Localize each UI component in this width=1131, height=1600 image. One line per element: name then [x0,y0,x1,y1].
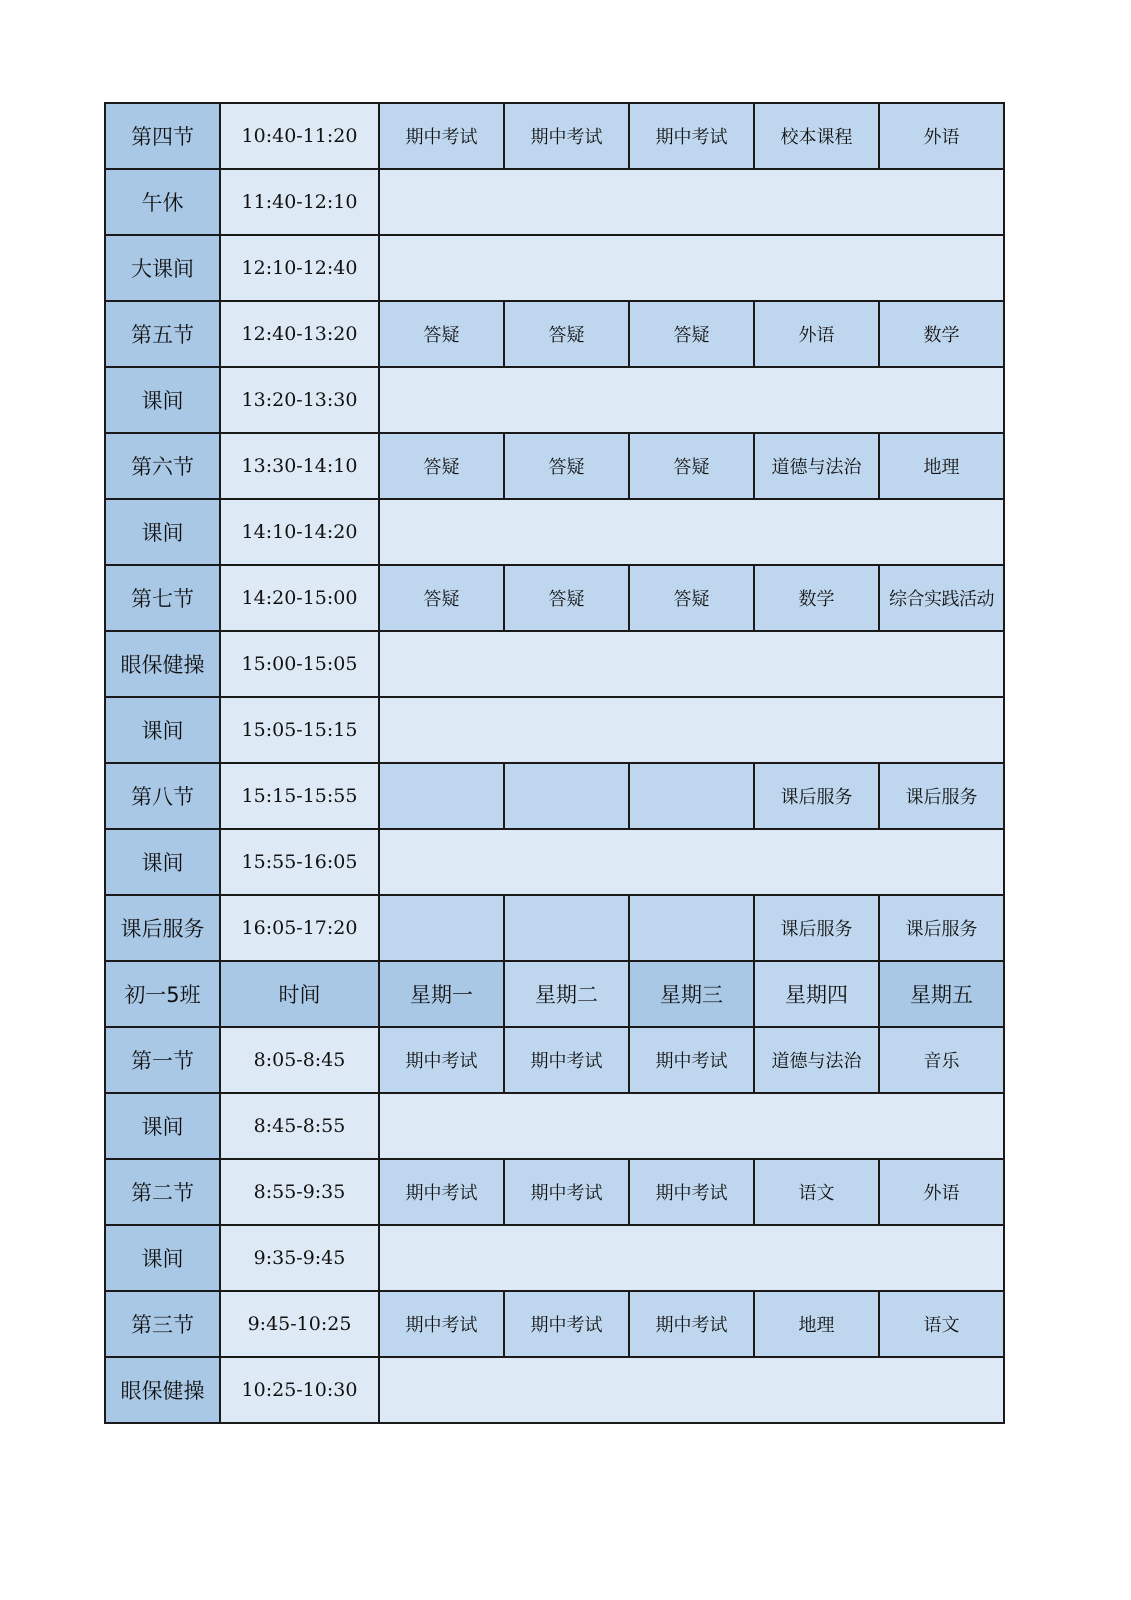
period-label-cell: 第七节 [105,565,220,631]
break-row [105,367,1004,433]
subject-cell: 答疑 [504,565,629,631]
subject-cell: 期中考试 [629,1027,754,1093]
subject-cell [379,895,504,961]
time-range-cell: 15:15-15:55 [220,763,379,829]
period-label-cell: 课间 [105,1225,220,1291]
subject-cell: 期中考试 [504,103,629,169]
period-row [105,895,1004,961]
period-label-cell: 眼保健操 [105,1357,220,1423]
period-label-cell: 第八节 [105,763,220,829]
period-label-cell: 课间 [105,697,220,763]
subject-cell: 答疑 [379,565,504,631]
period-row [105,763,1004,829]
subject-cell: 期中考试 [629,1159,754,1225]
subject-cell: 地理 [754,1291,879,1357]
weekday-header-cell: 星期二 [504,961,629,1027]
subject-cell [629,763,754,829]
break-span-cell [379,499,1004,565]
subject-cell: 期中考试 [379,1027,504,1093]
schedule-body [105,103,1004,1423]
break-span-cell [379,829,1004,895]
subject-cell: 校本课程 [754,103,879,169]
time-range-cell: 15:55-16:05 [220,829,379,895]
time-range-cell: 15:05-15:15 [220,697,379,763]
period-row [105,565,1004,631]
subject-cell: 答疑 [504,301,629,367]
subject-cell: 道德与法治 [754,433,879,499]
break-span-cell [379,169,1004,235]
subject-cell: 期中考试 [504,1159,629,1225]
period-row [105,301,1004,367]
subject-cell: 答疑 [379,301,504,367]
subject-cell: 外语 [879,1159,1004,1225]
subject-cell: 期中考试 [504,1027,629,1093]
period-label-cell: 眼保健操 [105,631,220,697]
weekday-header-cell: 星期五 [879,961,1004,1027]
break-row [105,235,1004,301]
time-range-cell: 12:10-12:40 [220,235,379,301]
subject-cell: 期中考试 [379,1159,504,1225]
subject-cell: 期中考试 [504,1291,629,1357]
break-row [105,829,1004,895]
time-range-cell: 15:00-15:05 [220,631,379,697]
subject-cell: 音乐 [879,1027,1004,1093]
period-label-cell: 第二节 [105,1159,220,1225]
subject-cell: 答疑 [629,433,754,499]
time-range-cell: 14:20-15:00 [220,565,379,631]
time-range-cell: 13:30-14:10 [220,433,379,499]
time-range-cell: 8:05-8:45 [220,1027,379,1093]
period-label-cell: 第一节 [105,1027,220,1093]
weekday-header-cell: 星期四 [754,961,879,1027]
weekday-header-cell: 星期一 [379,961,504,1027]
period-label-cell: 大课间 [105,235,220,301]
subject-cell: 课后服务 [879,763,1004,829]
period-label-cell: 第三节 [105,1291,220,1357]
period-label-cell: 课间 [105,499,220,565]
subject-cell: 答疑 [504,433,629,499]
period-label-cell: 第四节 [105,103,220,169]
time-range-cell: 16:05-17:20 [220,895,379,961]
class-name-cell: 初一5班 [105,961,220,1027]
period-label-cell: 课间 [105,367,220,433]
time-range-cell: 8:55-9:35 [220,1159,379,1225]
break-row [105,499,1004,565]
subject-cell: 期中考试 [629,103,754,169]
break-span-cell [379,367,1004,433]
break-span-cell [379,1225,1004,1291]
time-range-cell: 10:40-11:20 [220,103,379,169]
period-row [105,433,1004,499]
subject-cell: 课后服务 [754,763,879,829]
subject-cell [504,763,629,829]
break-row [105,1357,1004,1423]
weekday-header-cell: 星期三 [629,961,754,1027]
break-span-cell [379,631,1004,697]
break-row [105,1225,1004,1291]
break-span-cell [379,235,1004,301]
break-row [105,697,1004,763]
period-label-cell: 第六节 [105,433,220,499]
header-row [105,961,1004,1027]
break-span-cell [379,697,1004,763]
period-label-cell: 午休 [105,169,220,235]
subject-cell: 地理 [879,433,1004,499]
time-range-cell: 11:40-12:10 [220,169,379,235]
time-range-cell: 10:25-10:30 [220,1357,379,1423]
subject-cell: 课后服务 [879,895,1004,961]
class-schedule-table [104,102,1005,1424]
time-header-cell: 时间 [220,961,379,1027]
subject-cell: 外语 [754,301,879,367]
subject-cell: 综合实践活动 [879,565,1004,631]
subject-cell: 期中考试 [379,1291,504,1357]
subject-cell: 道德与法治 [754,1027,879,1093]
period-row [105,1159,1004,1225]
subject-cell [504,895,629,961]
subject-cell: 期中考试 [629,1291,754,1357]
time-range-cell: 12:40-13:20 [220,301,379,367]
period-label-cell: 课后服务 [105,895,220,961]
subject-cell: 语文 [754,1159,879,1225]
break-row [105,631,1004,697]
subject-cell: 数学 [754,565,879,631]
subject-cell: 期中考试 [379,103,504,169]
subject-cell [629,895,754,961]
time-range-cell: 9:45-10:25 [220,1291,379,1357]
period-label-cell: 第五节 [105,301,220,367]
time-range-cell: 13:20-13:30 [220,367,379,433]
subject-cell: 语文 [879,1291,1004,1357]
break-row [105,1093,1004,1159]
time-range-cell: 9:35-9:45 [220,1225,379,1291]
time-range-cell: 14:10-14:20 [220,499,379,565]
period-label-cell: 课间 [105,1093,220,1159]
subject-cell: 课后服务 [754,895,879,961]
time-range-cell: 8:45-8:55 [220,1093,379,1159]
subject-cell [379,763,504,829]
break-span-cell [379,1093,1004,1159]
break-row [105,169,1004,235]
period-row [105,103,1004,169]
subject-cell: 外语 [879,103,1004,169]
subject-cell: 答疑 [629,565,754,631]
subject-cell: 答疑 [629,301,754,367]
period-row [105,1291,1004,1357]
period-row [105,1027,1004,1093]
subject-cell: 答疑 [379,433,504,499]
subject-cell: 数学 [879,301,1004,367]
period-label-cell: 课间 [105,829,220,895]
break-span-cell [379,1357,1004,1423]
